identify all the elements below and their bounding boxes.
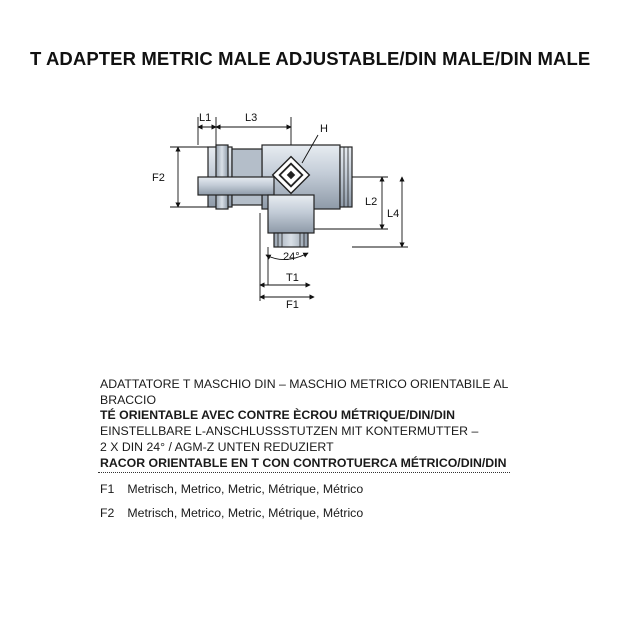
dim-label-l1: L1 <box>199 112 212 124</box>
description-line-de-cont: 2 X DIN 24° / AGM-Z UNTEN REDUZIERT <box>100 439 334 454</box>
description-line-es: RACOR ORIENTABLE EN T CON CONTROTUERCA MÉTRICO/DIN/DIN <box>100 455 507 470</box>
dim-label-t1: T1 <box>286 272 299 284</box>
dim-label-l2: L2 <box>365 196 378 208</box>
legend-key-f2: F2 <box>100 506 115 520</box>
dotted-divider <box>98 472 510 473</box>
multilingual-description <box>100 377 510 471</box>
page-title: T ADAPTER METRIC MALE ADJUSTABLE/DIN MALE/DIN MALE <box>30 48 591 69</box>
description-line-de: EINSTELLBARE L-ANSCHLUSSSTUTZEN MIT KONTERMUTTER – <box>100 424 479 439</box>
legend-row-f2 <box>100 506 363 520</box>
legend-value-f1: Metrisch, Metrico, Metric, Métrique, Métrico <box>127 482 364 496</box>
dim-label-l3: L3 <box>245 112 258 124</box>
legend-value-f2: Metrisch, Metrico, Metric, Métrique, Métrico <box>127 506 364 520</box>
dim-label-h: H <box>320 123 328 135</box>
adapter-body <box>198 145 352 247</box>
description-line-it-cont: BRACCIO <box>100 392 157 407</box>
dim-label-f1: F1 <box>286 299 299 310</box>
t-adapter-technical-drawing <box>150 105 410 310</box>
description-line-it: ADATTATORE T MASCHIO DIN – MASCHIO METRICO ORIENTABILE AL <box>100 377 509 391</box>
description-line-fr: TÉ ORIENTABLE AVEC CONTRE ÈCROU MÉTRIQUE/DIN/DIN <box>100 408 456 423</box>
dim-label-l4: L4 <box>387 208 400 220</box>
legend-row-f1 <box>100 482 363 496</box>
legend-key-f1: F1 <box>100 482 115 496</box>
dim-label-angle: 24° <box>283 251 300 263</box>
dim-label-f2: F2 <box>152 172 165 184</box>
